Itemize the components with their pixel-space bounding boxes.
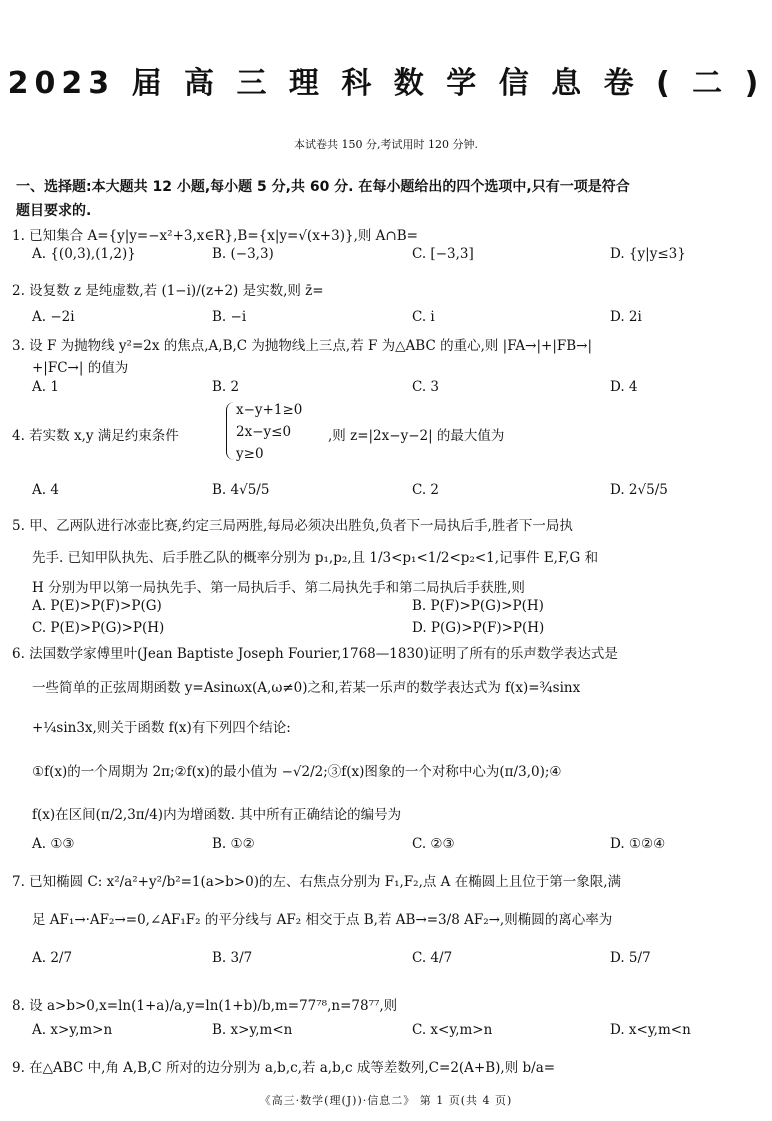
page-title: 2023 届 高 三 理 科 数 学 信 息 卷 ( 二 ) [7, 66, 765, 101]
question-2-option-c: C. i [412, 309, 435, 325]
question-4-option-c: C. 2 [412, 482, 440, 498]
question-2-option-a: A. −2i [32, 309, 75, 325]
question-7-option-b: B. 3/7 [212, 950, 253, 966]
question-3-option-b: B. 2 [212, 379, 240, 395]
constraint-2: 2x−y≤0 [236, 424, 292, 440]
constraint-brace [226, 402, 235, 460]
question-7-line-1: 7. 已知椭圆 C: x²/a²+y²/b²=1(a>b>0)的左、右焦点分别为 F₁,F₂,点 A 在椭圆上且位于第一象限,满 [12, 874, 622, 890]
question-3-option-a: A. 1 [32, 379, 59, 395]
section-heading-line-1: 一、选择题:本大题共 12 小题,每小题 5 分,共 60 分. 在每小题给出的四个选项中,只有一项是符合 [16, 179, 630, 195]
constraint-1: x−y+1≥0 [236, 402, 303, 418]
question-6-line-5: f(x)在区间(π/2,3π/4)内为增函数. 其中所有正确结论的编号为 [32, 807, 402, 823]
question-5-line-3: H 分别为甲以第一局执先手、第一局执后手、第二局执先手和第二局执后手获胜,则 [32, 580, 525, 596]
question-3-stem-line-1: 3. 设 F 为抛物线 y²=2x 的焦点,A,B,C 为抛物线上三点,若 F 为△ABC 的重心,则 |FA→|+|FB→| [12, 338, 593, 354]
exam-info: 本试卷共 150 分,考试用时 120 分钟. [294, 138, 478, 151]
question-7-option-d: D. 5/7 [610, 950, 651, 966]
question-5-line-2: 先手. 已知甲队执先、后手胜乙队的概率分别为 p₁,p₂,且 1/3<p₁<1/2<p₂<1,记事件 E,F,G 和 [32, 550, 599, 566]
question-1-option-b: B. (−3,3) [212, 246, 274, 262]
question-8-option-d: D. x<y,m<n [610, 1022, 691, 1038]
question-8-stem: 8. 设 a>b>0,x=ln(1+a)/a,y=ln(1+b)/b,m=77⁷⁸,n=78⁷⁷,则 [12, 998, 398, 1014]
question-5-option-d: D. P(G)>P(F)>P(H) [412, 620, 545, 636]
question-4-option-a: A. 4 [32, 482, 59, 498]
question-3-stem-line-2: +|FC→| 的值为 [32, 360, 129, 376]
question-5-option-b: B. P(F)>P(G)>P(H) [412, 598, 544, 614]
question-2-option-b: B. −i [212, 309, 247, 325]
question-5-option-a: A. P(E)>P(F)>P(G) [32, 598, 162, 614]
question-3-option-c: C. 3 [412, 379, 440, 395]
question-7-option-a: A. 2/7 [32, 950, 73, 966]
question-6-line-3: +¼sin3x,则关于函数 f(x)有下列四个结论: [32, 720, 291, 736]
question-5-option-c: C. P(E)>P(G)>P(H) [32, 620, 165, 636]
question-7-option-c: C. 4/7 [412, 950, 453, 966]
question-2-option-d: D. 2i [610, 309, 642, 325]
section-heading [16, 175, 761, 223]
question-6-option-a: A. ①③ [32, 836, 75, 852]
question-1-option-c: C. [−3,3] [412, 246, 474, 262]
constraint-3: y≥0 [236, 446, 264, 462]
question-8-option-c: C. x<y,m>n [412, 1022, 493, 1038]
question-4-prefix: 4. 若实数 x,y 满足约束条件 [12, 428, 179, 444]
question-2-stem: 2. 设复数 z 是纯虚数,若 (1−i)/(z+2) 是实数,则 z̄= [12, 283, 324, 299]
question-6-option-c: C. ②③ [412, 836, 455, 852]
question-4-suffix: ,则 z=|2x−y−2| 的最大值为 [328, 428, 505, 444]
section-heading-line-2: 题目要求的. [16, 203, 92, 219]
page-footer: 《高三·数学(理(J))·信息二》 第 1 页(共 4 页) [259, 1094, 513, 1107]
question-1-option-a: A. {(0,3),(1,2)} [32, 246, 136, 262]
question-3-option-d: D. 4 [610, 379, 638, 395]
question-6-line-2: 一些简单的正弦周期函数 y=Asinωx(A,ω≠0)之和,若某一乐声的数学表达式为 f(x)=¾sinx [32, 680, 581, 696]
question-9-stem: 9. 在△ABC 中,角 A,B,C 所对的边分别为 a,b,c,若 a,b,c 成等差数列,C=2(A+B),则 b/a= [12, 1060, 556, 1076]
question-6-option-b: B. ①② [212, 836, 255, 852]
question-8-option-a: A. x>y,m>n [32, 1022, 113, 1038]
question-1-stem: 1. 已知集合 A={y|y=−x²+3,x∈R},B={x|y=√(x+3)},则 A∩B= [12, 228, 418, 244]
question-6-line-4: ①f(x)的一个周期为 2π;②f(x)的最小值为 −√2/2;③f(x)图象的一个对称中心为(π/3,0);④ [32, 764, 562, 780]
question-4-option-d: D. 2√5/5 [610, 482, 668, 498]
question-5-line-1: 5. 甲、乙两队进行冰壶比赛,约定三局两胜,每局必须决出胜负,负者下一局执后手,胜者下一局执 [12, 518, 573, 534]
question-7-line-2: 足 AF₁→·AF₂→=0,∠AF₁F₂ 的平分线与 AF₂ 相交于点 B,若 AB→=3/8 AF₂→,则椭圆的离心率为 [32, 912, 613, 928]
question-6-option-d: D. ①②④ [610, 836, 666, 852]
question-1-option-d: D. {y|y≤3} [610, 246, 686, 262]
question-8-option-b: B. x>y,m<n [212, 1022, 293, 1038]
question-4-option-b: B. 4√5/5 [212, 482, 270, 498]
question-6-line-1: 6. 法国数学家傅里叶(Jean Baptiste Joseph Fourier,1768—1830)证明了所有的乐声数学表达式是 [12, 646, 618, 662]
